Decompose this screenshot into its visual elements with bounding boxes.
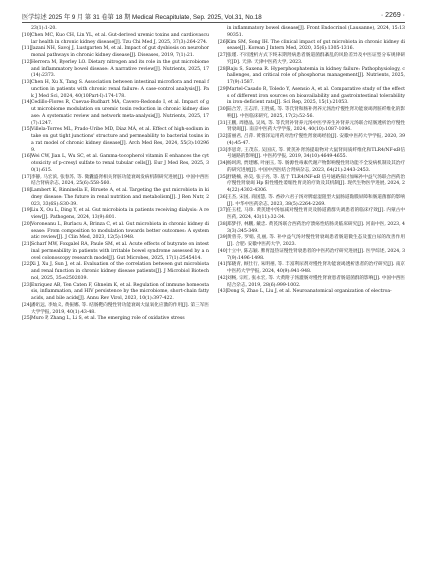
reference-entry [218,235,405,249]
reference-number: [19] [22,208,32,214]
reference-number: [13] [22,80,32,85]
reference-entry [22,303,209,317]
reference-text: Muro P, Zhang L, Li S, et al. The emerging role of oxidative stress [31,316,185,322]
reference-number: [42] [218,275,228,281]
reference-number: [31] [218,120,228,126]
reference-text: Herrera M, Byerley LO. Dietary nitrogen and its role in the gut microbiome and inflammatory bowel disease: A narrative review[J]. Nutrients, 2025, 17(14):2373. [31,59,209,79]
header-rule [22,22,405,23]
reference-text: Cedillo-Flores R, Cuevas-Budhart MA, Cavero-Redondo I, et al. Impact of gut microbiome modulation on uremic toxin reduction in chronic kidney disease: A systematic review and network meta-analysis[J]. Nutrients, 2025, 17(7):1247. [31,100,209,126]
reference-number: [24] [22,302,32,308]
reference-number: [20] [22,221,32,227]
reference-number: [25] [22,316,32,322]
reference-entry [218,175,405,195]
reference-entry [218,134,405,148]
reference-number: [10] [22,32,32,38]
reference-text: 杨珂鸿, 贾建娜, 叶丽玉, 等. 肠源性毒素代谢产物影响慢性肾功能不全发病机制及其治疗的研究进展[J]. 中国中西医结合肾病杂志, 2023, 64(21):2443-2453. [227,161,405,173]
reference-text: 郑梦抒, 林鹏, 戴忠. 黄芪汤联合西药治疗溃疡性结肠炎临床研究[J]. 河南中医, 2023, 43(3):345-349. [227,221,405,234]
reference-entry [22,222,209,242]
reference-text: Lambert K, Rinninella E, Biruete A, et al. Targeting the gut microbiota in kidney disease: The future in renal nutrition and metabolism[J]. J Ren Nutr, 2023, 33(6S):S30-39. [31,188,209,207]
reference-number: [33] [218,147,228,153]
reference-entry [218,161,405,175]
reference-number: [21] [22,242,32,247]
reference-entry [218,26,405,40]
reference-number: [35] [218,174,228,180]
reference-entry [22,316,209,323]
reference-number: [38] [218,221,228,227]
reference-number: [14] [22,100,32,106]
reference-entry [22,46,209,60]
reference-text: Kim SM, Song IH. The clinical impact of gut microbiota in chronic kidney disease[J]. Korean J Intern Med, 2020, 35(6):1305-1316. [227,39,405,52]
reference-entry [22,262,209,282]
reference-entry [218,67,405,87]
reference-text: Raju S, Saxena R. Hyperphosphatemia in kidney failure: Pathophysiology, challenges, and critical role of phosphorus management[J]. Nutrients, 2025, 17(9):1587. [227,66,405,85]
reference-entry [22,127,209,154]
reference-entry [22,208,209,222]
reference-number: [23] [22,282,32,288]
reference-text: 刘畅, 宗红, 张永宏, 等. 大黄附子汤灌肠对慢性肾衰患者肠道菌群的影响[J]. 中国中西医结合杂志, 2019, 28(6):999-1002. [227,275,405,288]
reference-entry [22,188,209,208]
reference-entry [218,87,405,107]
reference-number: [16] [22,154,32,160]
reference-text: 李静, 马宏滨, 张春苏, 等. 微囊盛肾相关肾脏功能衰竭发病机制研究进展[J]. 中国中西医结合肾病杂志, 2024, 25(6):558-560. [31,174,209,187]
reference-entry [218,53,405,67]
reference-number: [32] [218,134,228,139]
reference-number: [28] [218,66,228,72]
reference-text: Scharf MW, Foxgalel RA, Paule SM, et al. Acute effects of butyrate on intestinal permeability in patients with irritable bowel syndrome assessed by a novel colonoscopy research model[J]. Gut Microbes, 2025, 17(1):2545414. [31,242,209,261]
reference-number: [36] [218,194,228,200]
reference-text: 黄曾芬, 罗娟, 孔丽, 等. 补中益气汤对慢性肾衰竭患者肠道微生态及蛋白尿的改善作用[J]. 合肥: 安徽中医药大学, 2023. [227,235,405,247]
reference-text: 舒晓楠, 孙昊, 张子亮, 等. 基于 TLR4/NF-κB 信号通路探讨加味补中益气汤联合西药治疗慢性肾衰竭 Hp 阳性慢性萎缩性胃炎的疗效及其机制[J]. 现代生物医学进展, 2024, 24(22):4302-4306. [227,174,405,193]
reference-text: Jazani NH, Savoj J, Lustgarten M, et al. Impact of gut dysbiosis on neurohormonal pathways in chronic kidney disease[J]. Diseases, 2019, 7(1):21. [31,46,209,58]
reference-number: [43] [218,289,228,295]
reference-number: [22] [22,262,32,268]
reference-entry [218,208,405,222]
reference-number: [30] [218,107,228,112]
reference-entry [22,154,209,174]
reference-entry [218,121,405,135]
reference-text: 李思奇, 王茂东, 吴国庆, 等. 黄芪补肾汤提取物对大鼠肾间质纤维化和TLR4/NF-κB信号通路的影响[J]. 中医药学报, 2019, 34(10):4649-4655. [227,147,405,160]
reference-text: 邹晓青, 顾仕行, 朱明禧, 等. 丰富利尿剂对慢性肾功能衰竭透析患者的治疗研究[J]. 南京中医药大学学报, 2024, 40(9):941-948. [227,262,405,274]
reference-number: [29] [218,86,228,92]
reference-text: 十立中, 陈志颖. 脾胃湿热证慢性肾衰患者的中医药治疗研究进展[J]. 医学综述, 2024, 37(9):1496-1498. [227,248,405,261]
reference-text: Dong S, Zhao L, Liu J, et al. Neuroanatomical organization of electroa- [227,289,392,295]
reference-entry [22,175,209,189]
reference-entry [218,262,405,276]
reference-number: [39] [218,235,228,241]
reference-entry [22,33,209,47]
reference-number: [11] [22,46,32,52]
reference-text: Chen H, Xu X, Tang S. Association between intestinal microflora and renal function in patients with chronic renal failure: A case-control analysis[J]. Pak J Med Sci, 2024, 40(10Part-I):174-178. [31,80,209,99]
reference-number: [26] [218,39,228,45]
reference-number: [15] [22,127,32,133]
reference-entry [218,40,405,54]
reference-entry [218,276,405,290]
reference-text: 任玉桂, 马珍. 黄芪建中汤加减对慢性胃炎及肠道菌群失调患者的临床疗效[J]. 内蒙古中医药, 2024, 43(11):32-34. [227,208,405,220]
reference-text: 王杰, 宋国, 商国慧, 等. 香砂六君子汤对脾虚湿阻型大鼠肠道黏膜屏障和肠道菌群的影响[J]. 中华中医药杂志, 2023, 38(5):2264-2269. [227,194,405,207]
reference-text: 陆合芳, 王志洋, 王胜威, 等. 等氏肾和肠补肾养元汤治疗慢性肾功能衰竭肾脏纤维化的影响[J]. 中医临床研究, 2025, 17(2):52-56. [227,107,405,119]
reference-text: Voroneanu L, Burlacu A, Brinza C, et al. Gut microbiota in chronic kidney disease: From composition to modulation towards better outcomes: A systematic review[J]. J Clin Med, 2023, 12(5):1948. [31,221,209,241]
reference-number: [17] [22,174,32,180]
reference-column-right [218,26,405,296]
reference-text: Chen MC, Kuo CH, Lin YL, et al. Gut-derived uremic toxins and cardiovascular health in chronic kidney disease[J]. Tzu Chi Med J, 2025, 37(3):264-274. [31,32,209,45]
reference-entry [22,80,209,100]
reference-entry [218,107,405,121]
reference-entry [218,289,405,296]
reference-entry [22,100,209,127]
page-number: · 2269 · [380,12,405,19]
reference-entry [218,195,405,209]
reference-entry [22,283,209,303]
reference-text: 雷丽君, 吕萍. 黄蓉泽运用药对治疗慢性肾衰竭经验[J]. 安徽中医药大学学报, 2020, 39(4):45-47. [227,134,405,146]
reference-entry [22,242,209,262]
journal-header: 医学综述 2025 年 9 月 第 31 卷第 18 期 Medical Recapitulate, Sep. 2025, Vol.31, No.18 [22,14,262,21]
reference-number: [12] [22,59,32,65]
reference-entry [218,249,405,263]
reference-text: 张瑾. 不同透析方式下终末期肾病患者肠道菌群紊乱的风险差异及中医证型分布规律研究[D]. 天津: 天津中医药大学, 2023. [227,53,405,65]
reference-number: [40] [218,248,228,254]
reference-entry [22,60,209,80]
reference-text: Wei CW, Jian L, Wu SC, et al. Gamma-tocopherol vitamin E enhances the cytotoxicity of p-cresyl sulfate to renal tubular cells[J]. Eur J Med Res, 2025, 30(1):615. [31,154,209,173]
reference-text: Martel-Casado R, Toledo Y, Asensio A, et al. Comparative study of the effects of different iron sources on bioavailability and gastrointestinal tolerability in iron-deficient rats[J]. Sci Rep, 2025, 15(1):21053. [227,86,405,106]
reference-number: [34] [218,161,228,166]
reference-number: [18] [22,188,32,193]
reference-number: [37] [218,208,228,214]
reference-text: Villela-Torres ML, Prado-Uribe MD, Díaz MÁ, et al. Effect of high-sodium intake on gut tight junctions' structure and permeability to bacterial toxins in a rat model of chronic kidney disease[J]. Arch Med Res, 2024, 55(3):102969. [31,127,209,153]
reference-text: 潘珩远, 李灿义, 黄振娜, 等. 结肠靶向慢性肾功能衰竭大鼠氧化应激的作用[J]. 第三军医大学学报, 2019, 40(1):43-48. [31,302,209,315]
reference-text: Enriquez AB, Ten Caten F, Ghneim K, et al. Regulation of immune homeostasis, inflammation, and HIV persistence by the microbiome, short-chain fatty acids, and bile acids[J]. Annu Rev Virol, 2023, 10(1):397-422. [31,282,209,301]
reference-text: Liu X, Ou L, Ding Y, et al. Gut microbiota in patients receiving dialysis: A review[J]. Pathogens, 2024, 13(9):801. [31,208,209,220]
reference-text: in inflammatory bowel disease[J]. Front Endocrinol (Lausanne), 2024, 15:1390351. [227,26,405,38]
reference-entry [218,148,405,162]
reference-number: [41] [218,262,228,268]
reference-text: 王鹏, 周德晶, 吴凤, 等. 等氏肾补肾养元汤中医学养生补肾养元汤联合结肠透析治疗慢性肾衰竭[J]. 南京中医药大学学报, 2024, 40(10):1087-1096. [227,120,405,133]
reference-text: Xi J, Xu J, Sun J, et al. Evaluation of the correlation between gut microbiota and renal function in chronic kidney disease patients[J]. J Microbiol Biotechnol, 2025, 35:e2502039. [31,262,209,281]
reference-number: [27] [218,53,228,58]
reference-column-left [22,26,209,323]
reference-text: 23(1):1-20. [31,26,57,31]
reference-entry [218,222,405,236]
reference-entry [22,26,209,33]
